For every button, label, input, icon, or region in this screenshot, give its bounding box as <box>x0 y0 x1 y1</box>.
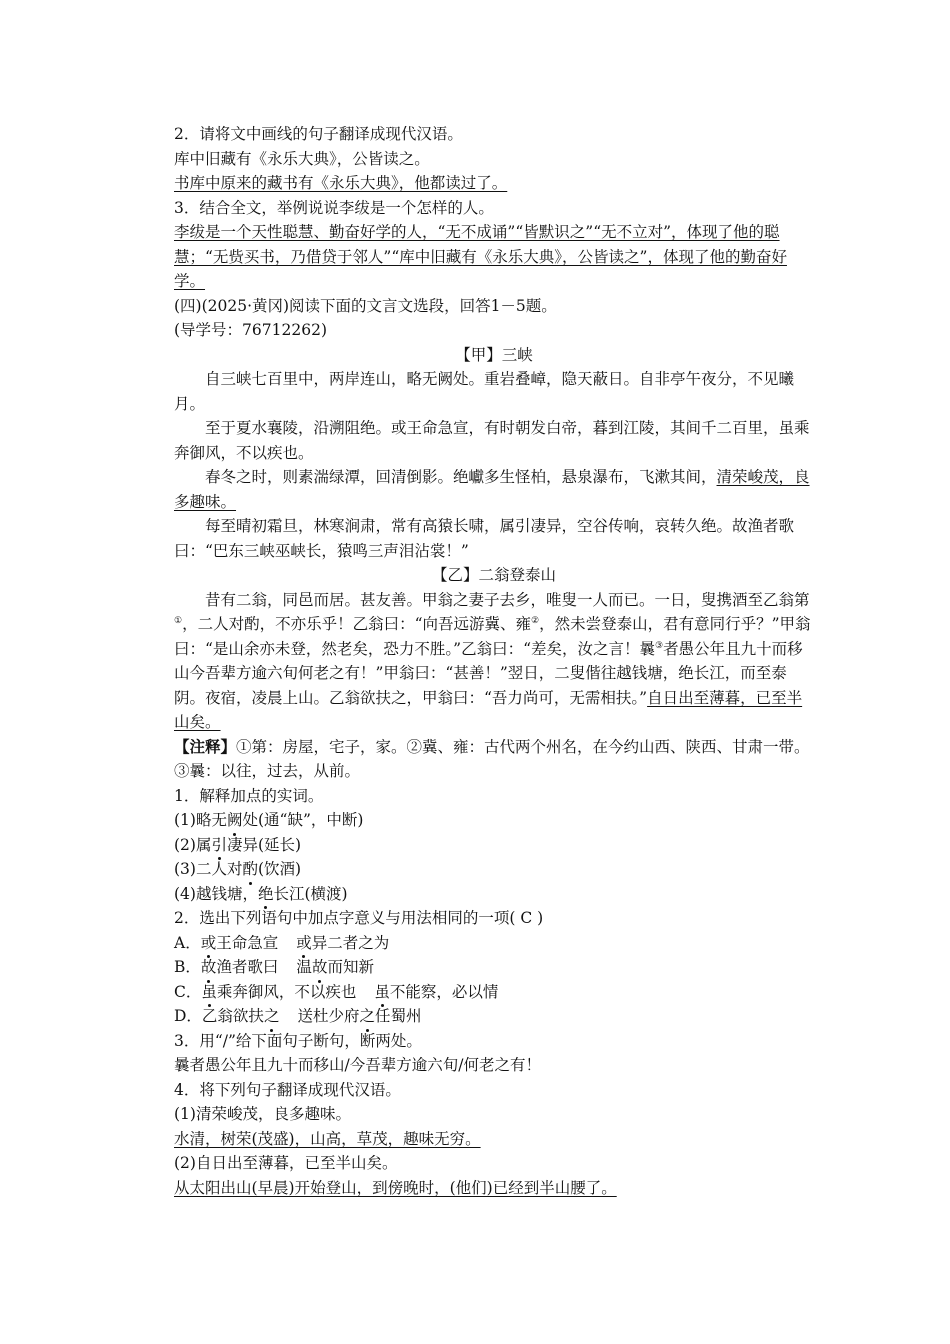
q1-item-4 <box>174 882 814 907</box>
prev-q3-answer <box>174 220 814 294</box>
opt-b-pre: B． <box>174 958 201 976</box>
q4-answer-1 <box>174 1127 814 1152</box>
yi-title: 【乙】二翁登泰山 <box>431 566 556 584</box>
q1-item-3-pre: (3)二人对 <box>174 860 243 878</box>
note-mark-2: ② <box>531 615 540 626</box>
q2-stem-text: 2．选出下列语句中加点字意义与用法相同的一项( <box>174 909 516 927</box>
note-mark-3: ③ <box>655 640 664 651</box>
q3-stem: 3．用“/”给下面句子断句，断两处。 <box>174 1031 422 1050</box>
q1-item-3 <box>174 857 814 882</box>
prev-q2-stem: 2．请将文中画线的句子翻译成现代汉语。 <box>174 125 463 143</box>
opt-d-dot2: 之 <box>359 1004 375 1029</box>
opt-d-pre: D．乙翁欲扶 <box>174 1007 264 1025</box>
q2-stem-end: ) <box>537 909 544 927</box>
q2-option-b <box>174 955 814 980</box>
opt-b-mid: 渔者歌曰 <box>216 958 279 976</box>
opt-c-end: 不能察，必以情 <box>389 982 499 1001</box>
opt-b-dot2: 故 <box>312 955 328 980</box>
document-page <box>174 122 814 1200</box>
opt-d-dot1: 之 <box>264 1004 280 1029</box>
q1-item-2-post: 凄异(延长) <box>226 835 302 854</box>
q2-option-c <box>174 980 814 1005</box>
opt-c-pre: C． <box>174 982 202 1001</box>
opt-a-end: 异二者之为 <box>311 933 390 952</box>
q4-answer-2-text: 从太阳出山(早晨)开始登山，到傍晚时，(他们)已经到半山腰了。 <box>174 1178 617 1197</box>
jia-para-1: 自三峡七百里中，两岸连山，略无阙处。重岩叠嶂，隐天蔽日。自非亭午夜分，不见曦月。 <box>174 370 795 413</box>
notes-label: 【注释】 <box>174 736 237 756</box>
opt-b-pre2: 温 <box>296 958 312 976</box>
guide-number: (导学号：76712262) <box>174 321 327 339</box>
q4-answer-2 <box>174 1176 814 1201</box>
q2-option-a <box>174 931 814 956</box>
q1-item-4-dotted: 绝 <box>258 882 274 907</box>
opt-b-end: 而知新 <box>327 958 374 976</box>
opt-d-end: 任蜀州 <box>374 1007 422 1025</box>
jia-para-3-underlined: 清荣峻茂，良多趣味。 <box>174 468 810 511</box>
q1-item-1 <box>174 808 814 833</box>
opt-a-dot2: 或 <box>296 931 312 956</box>
prev-q2-answer <box>174 171 814 196</box>
jia-para-3 <box>174 465 814 514</box>
yi-text-a: 昔有二翁，同邑而居。甚友善。甲翁之妻子去乡，唯叟一人而已。一日，叟携酒至乙翁第 <box>205 590 810 609</box>
opt-c-mid: 乘奔御风，不以疾也 <box>216 982 357 1001</box>
q1-item-2-pre: (2)属 <box>174 835 212 854</box>
opt-a-pre: A． <box>174 933 201 952</box>
yi-underlined: 自日出至薄暮，已至半山矣。 <box>174 688 803 731</box>
yi-text-b: ，二人对酌，不亦乐乎！乙翁曰：“向吾远游冀、雍 <box>182 615 532 633</box>
q1-item-1-pre: (1)略无 <box>174 811 227 829</box>
jia-para-3-text: 春冬之时，则素湍绿潭，回清倒影。绝巘多生怪柏，悬泉瀑布，飞漱其间， <box>205 468 717 486</box>
jia-para-4: 每至晴初霜旦，林寒涧肃，常有高猿长啸，属引凄异，空谷传响，哀转久绝。故渔者歌曰：“巴东三峡巫峡长，猿鸣三声泪沾裳！” <box>174 517 795 560</box>
prev-q3-answer-text: 李绂是一个天性聪慧、勤奋好学的人，“无不成诵”“皆默识之”“无不立对”，体现了他的聪慧；“无赀买书，乃借贷于邻人”“库中旧藏有《永乐大典》，公皆读之”，体现了他的勤奋好学。 <box>174 223 787 290</box>
opt-c-dot2: 虽 <box>374 980 390 1005</box>
opt-c-dot1: 虽 <box>201 980 217 1005</box>
opt-d-mid: 送杜少府 <box>297 1007 360 1025</box>
opt-a-dot1: 或 <box>201 931 217 956</box>
yi-text-c: ，然未尝登泰山，君有意同行乎？”甲翁曰：“是山余亦未登，然老矣，恐力不胜。”乙翁曰：“差矣，汝之言！曩 <box>174 615 811 658</box>
q4-sentence-2: (2)自日出至薄暮，已至半山矣。 <box>174 1154 398 1172</box>
notes <box>174 735 814 784</box>
q4-answer-1-text: 水清，树荣(茂盛)，山高，草茂，趣味无穷。 <box>174 1129 481 1148</box>
note-mark-1: ① <box>174 615 183 626</box>
q1-item-2 <box>174 833 814 858</box>
q1-stem: 1．解释加点的实词。 <box>174 786 324 805</box>
q4-sentence-1: (1)清荣峻茂，良多趣味。 <box>174 1105 351 1123</box>
jia-title: 【甲】三峡 <box>455 345 533 364</box>
q1-item-1-dotted: 阙 <box>227 808 243 833</box>
q1-item-3-post: (饮酒) <box>257 860 302 878</box>
q1-item-2-dotted: 引 <box>211 833 227 858</box>
q1-item-4-post: 长江(横渡) <box>273 884 348 903</box>
opt-b-dot1: 故 <box>201 955 217 980</box>
q2-stem <box>174 906 814 931</box>
notes-text: ①第：房屋，宅子，家。②冀、雍：古代两个州名，在今约山西、陕西、甘肃一带。③曩：以往，过去，从前。 <box>174 737 810 780</box>
jia-para-2: 至于夏水襄陵，沿溯阻绝。或王命急宣，有时朝发白帝，暮到江陵，其间千二百里，虽乘奔御风，不以疾也。 <box>174 419 810 462</box>
prev-q2-answer-text: 书库中原来的藏书有《永乐大典》，他都读过了。 <box>174 174 508 192</box>
sec4-intro: (四)(2025·黄冈)阅读下面的文言文选段，回答1－5题。 <box>174 296 557 315</box>
yi-text-d: 者愚公年且九十而移山今吾辈方逾六旬何老之有！”甲翁曰：“甚善！”翌日，二叟偕往越钱塘，绝长江，而至泰阴。夜宿，凌晨上山。乙翁欲扶之，甲翁曰：“吾力尚可，无需相扶。” <box>174 639 803 707</box>
q2-answer: C <box>515 909 538 927</box>
q3-answer: 曩者愚公年且九十而移山/今吾辈方逾六旬/何老之有！ <box>174 1056 541 1074</box>
opt-a-mid: 王命急宣 <box>216 933 279 952</box>
prev-q2-source: 库中旧藏有《永乐大典》，公皆读之。 <box>174 149 430 168</box>
prev-q3-stem: 3．结合全文，举例说说李绂是一个怎样的人。 <box>174 198 494 217</box>
q1-item-4-pre: (4)越钱塘， <box>174 884 258 903</box>
q2-option-d <box>174 1004 814 1029</box>
q4-stem: 4．将下列句子翻译成现代汉语。 <box>174 1080 401 1099</box>
q1-item-1-post: 处(通“缺”，中断) <box>242 811 364 829</box>
yi-para <box>174 588 814 735</box>
q1-item-3-dotted: 酌 <box>242 857 258 882</box>
